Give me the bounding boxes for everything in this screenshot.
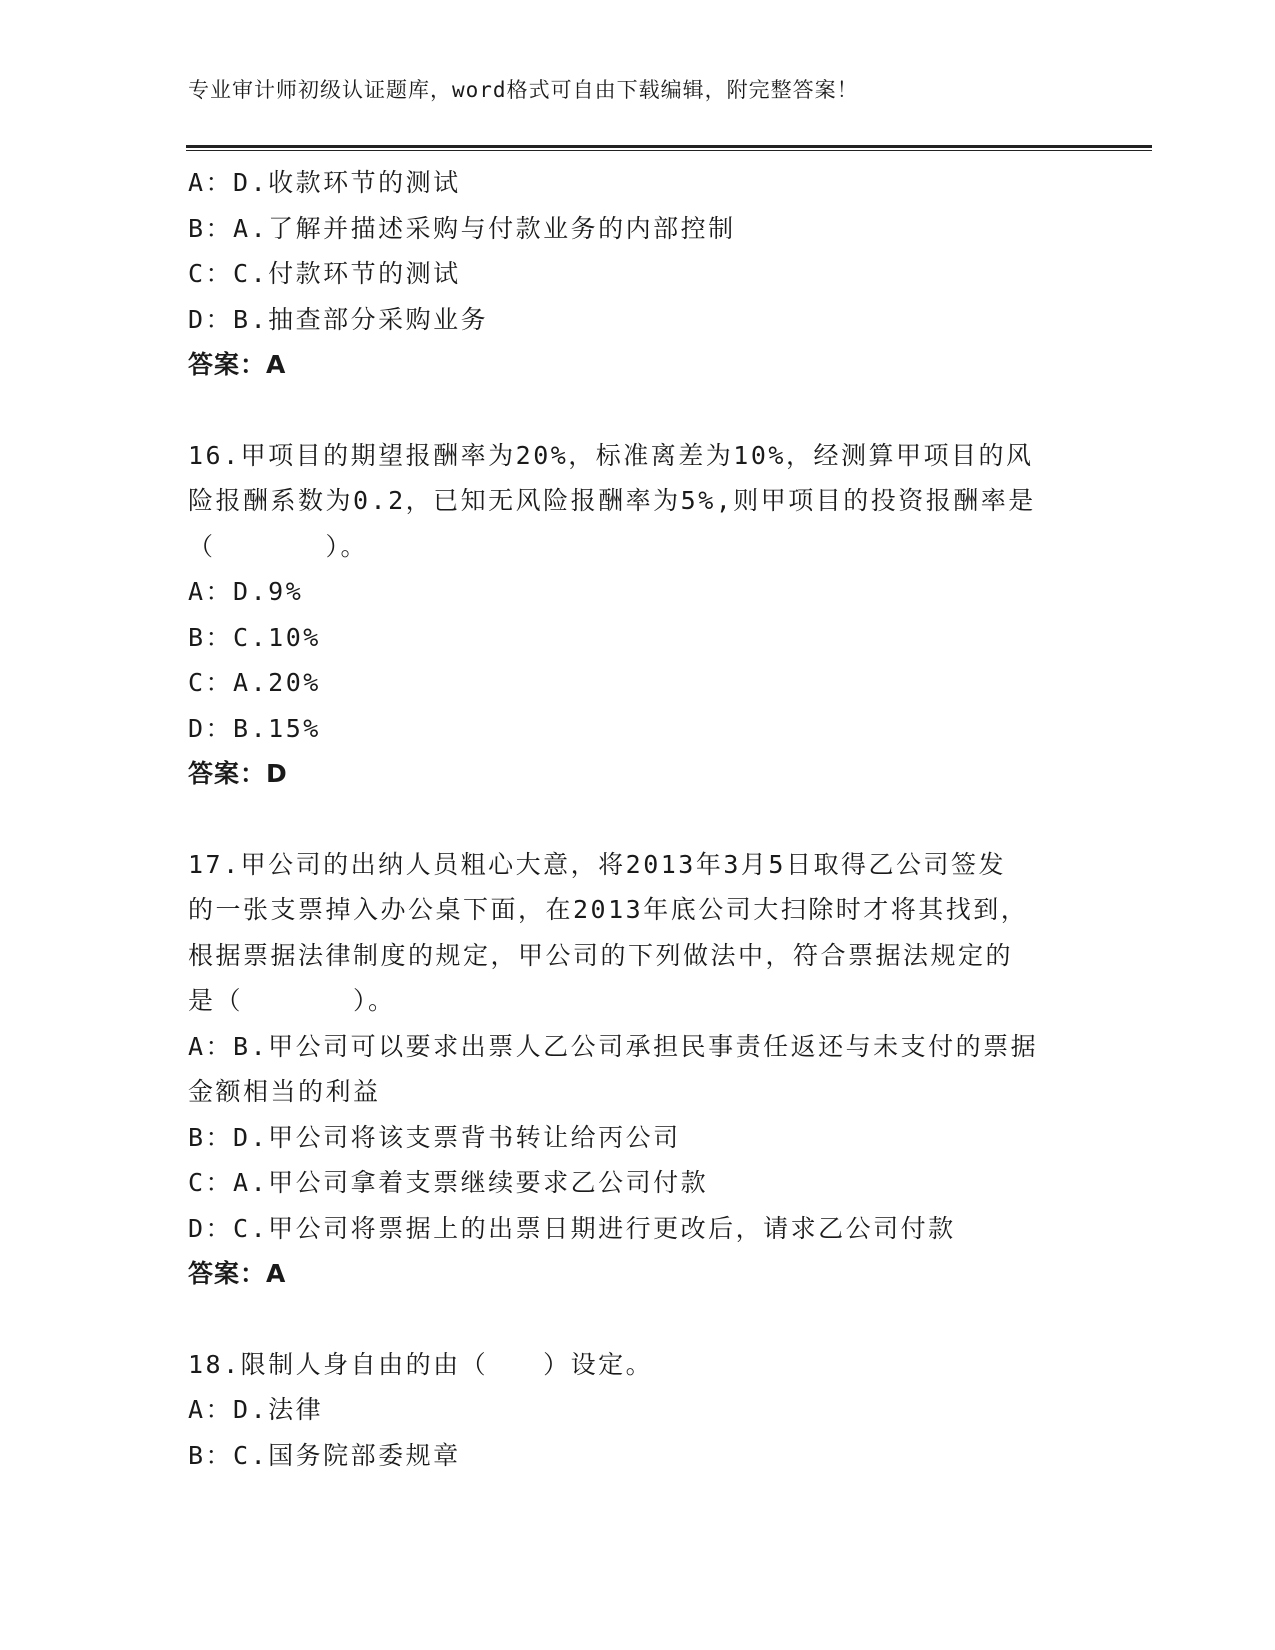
option-line: A：D.收款环节的测试 <box>188 168 461 197</box>
question-stem-line: 18.限制人身自由的由（ ）设定。 <box>188 1349 654 1379</box>
option-line: D：C.甲公司将票据上的出票日期进行更改后，请求乙公司付款 <box>188 1213 956 1243</box>
option-line: B：A.了解并描述采购与付款业务的内部控制 <box>188 213 736 243</box>
question-content <box>188 160 1088 1478</box>
option-line: C：A.甲公司拿着支票继续要求乙公司付款 <box>188 1168 709 1197</box>
question-17 <box>188 842 1088 1297</box>
option-line: A：B.甲公司可以要求出票人乙公司承担民事责任返还与未支付的票据 <box>188 1031 1039 1061</box>
header-rule-thick <box>186 145 1152 148</box>
answer-line: 答案：D <box>188 759 288 788</box>
option-line: A：D.9% <box>188 577 304 606</box>
question-stem-line: 17.甲公司的出纳人员粗心大意，将2013年3月5日取得乙公司签发 <box>188 849 1006 879</box>
question-stem-line: 16.甲项目的期望报酬率为20%，标准离差为10%，经测算甲项目的风 <box>188 440 1034 470</box>
answer-line: 答案：A <box>188 350 287 379</box>
question-stem-line: 的一张支票掉入办公桌下面，在2013年底公司大扫除时才将其找到， <box>188 895 1029 924</box>
header-rule-thin <box>186 150 1152 151</box>
option-line: B：D.甲公司将该支票背书转让给丙公司 <box>188 1122 681 1152</box>
option-line: D：B.抽查部分采购业务 <box>188 304 489 334</box>
question-18 <box>188 1342 1088 1479</box>
question-stem-line: 根据票据法律制度的规定，甲公司的下列做法中，符合票据法规定的 <box>188 940 1014 970</box>
option-line: D：B.15% <box>188 713 321 743</box>
option-line: 金额相当的利益 <box>188 1077 381 1106</box>
option-line: C：A.20% <box>188 668 321 697</box>
page-header: 专业审计师初级认证题库，word格式可自由下载编辑，附完整答案！ <box>188 78 859 102</box>
option-line: C：C.付款环节的测试 <box>188 259 461 288</box>
question-16 <box>188 433 1088 797</box>
option-line: B：C.10% <box>188 622 321 652</box>
question-stem-line: 是（ ）。 <box>188 986 396 1015</box>
question-stem-line: （ ）。 <box>188 531 369 561</box>
option-line: A：D.法律 <box>188 1395 324 1424</box>
question-15 <box>188 160 1088 388</box>
question-stem-line: 险报酬系数为0.2，已知无风险报酬率为5%,则甲项目的投资报酬率是 <box>188 486 1036 515</box>
option-line: B：C.国务院部委规章 <box>188 1440 461 1470</box>
answer-line: 答案：A <box>188 1259 287 1288</box>
